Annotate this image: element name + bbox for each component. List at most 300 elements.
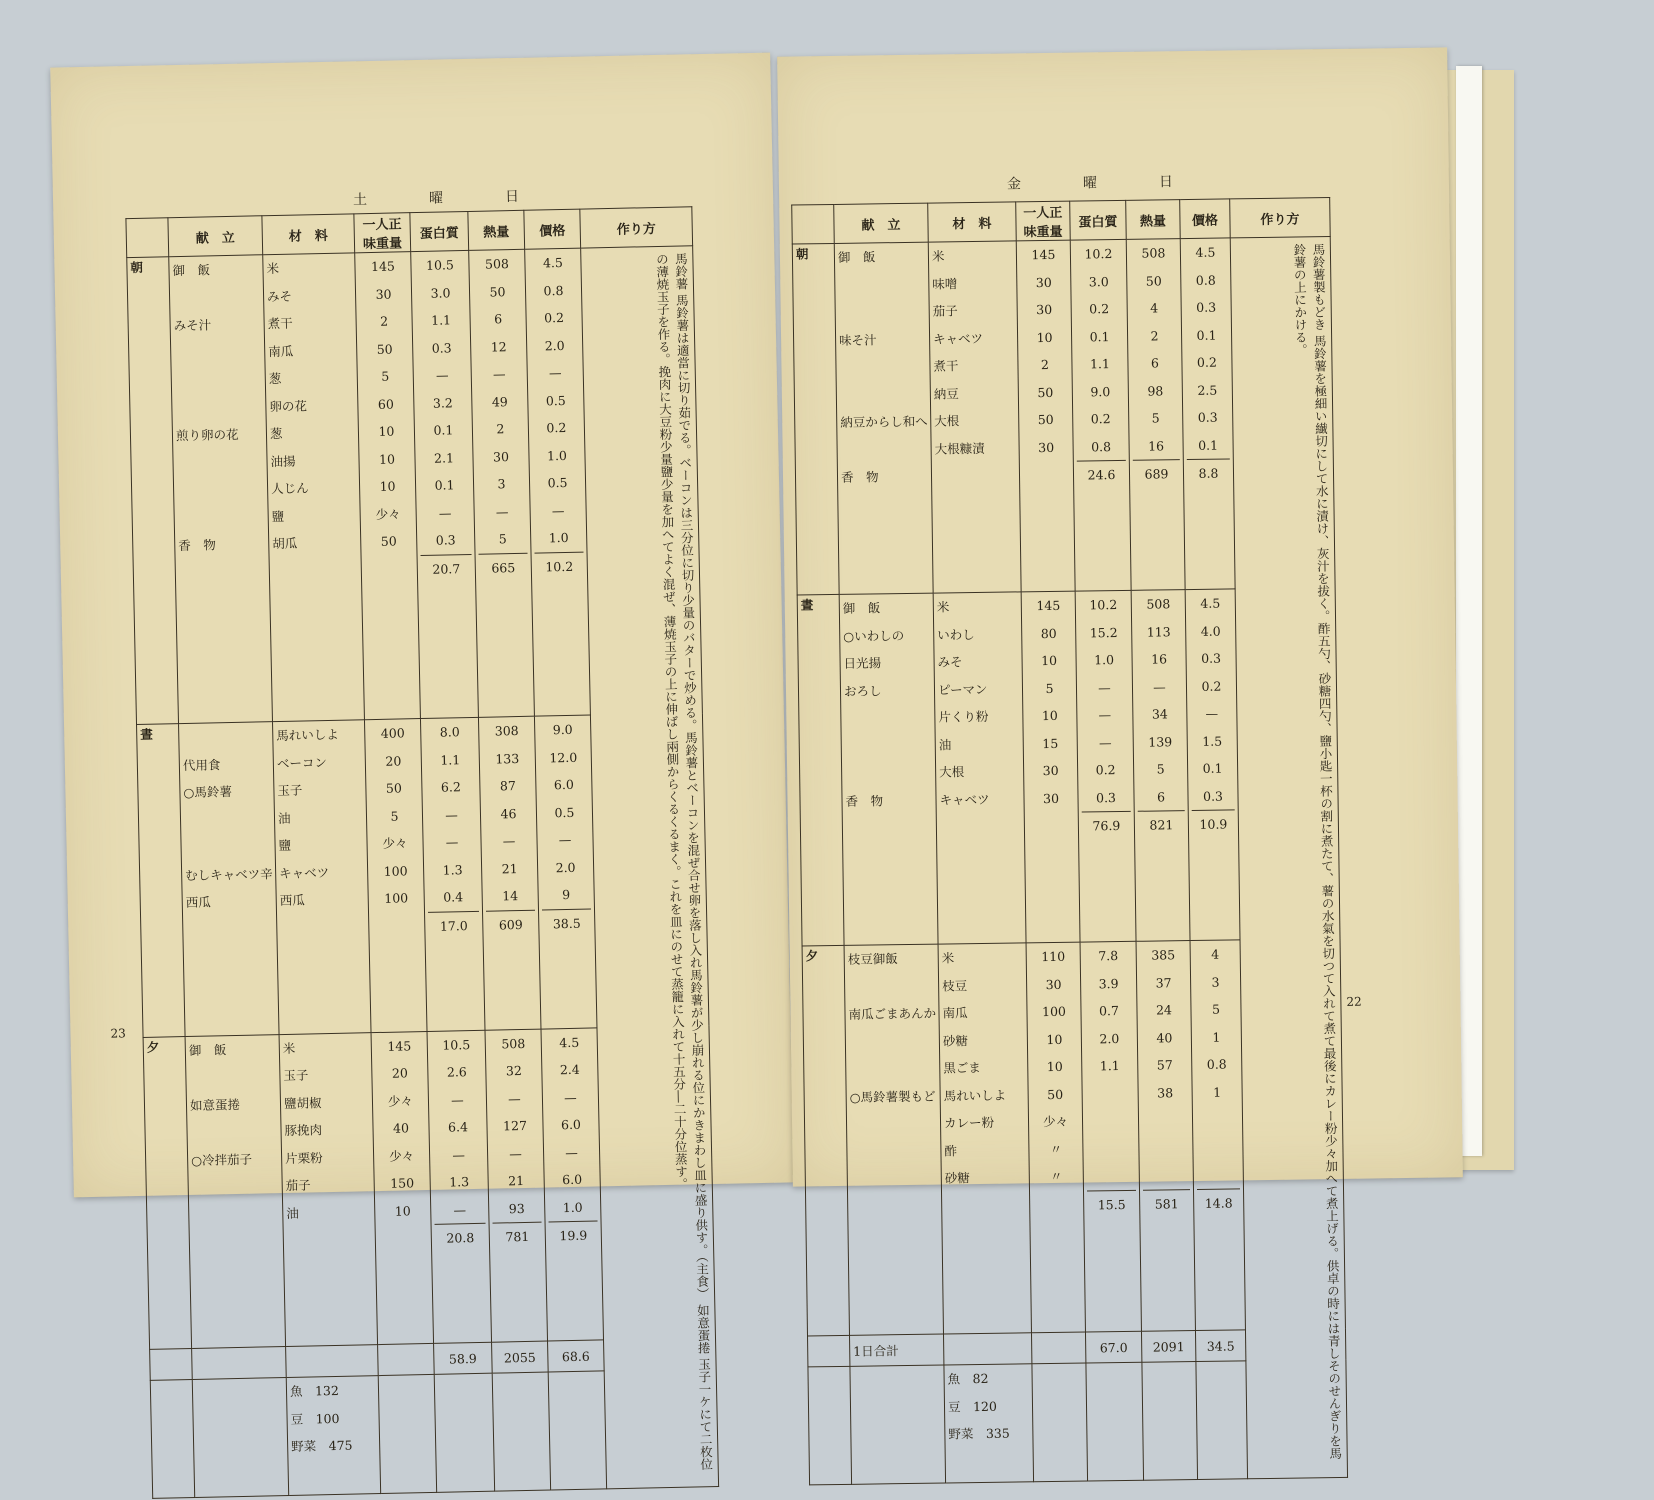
calories-line: 87 bbox=[483, 772, 533, 801]
menu-line: 香 物 bbox=[841, 463, 928, 492]
price-line: 2.5 bbox=[1186, 376, 1229, 404]
menu-line bbox=[839, 353, 926, 382]
calories-line: 139 bbox=[1137, 728, 1184, 756]
cell-price bbox=[1190, 940, 1245, 1331]
protein-line: 15.5 bbox=[1087, 1190, 1136, 1219]
calories-line bbox=[1142, 1107, 1189, 1135]
calories-line: 6 bbox=[1137, 783, 1184, 811]
cell-menu bbox=[844, 945, 943, 1336]
menu-line bbox=[175, 393, 263, 422]
meal-label: 夕 bbox=[143, 1036, 192, 1349]
total-blank bbox=[286, 1345, 379, 1378]
column-header-calories: 熱量 bbox=[468, 210, 525, 250]
weight-line: 30 bbox=[1020, 268, 1067, 296]
price-line: 6.0 bbox=[539, 771, 589, 800]
protein-line: 1.1 bbox=[415, 306, 467, 335]
summary-blank bbox=[192, 1378, 288, 1498]
weight-line: 少々 bbox=[370, 829, 420, 858]
weight-line: 30 bbox=[1030, 971, 1077, 999]
weight-line: 50 bbox=[364, 527, 414, 556]
calories-line: 581 bbox=[1143, 1189, 1190, 1218]
price-line bbox=[1196, 1106, 1239, 1134]
weight-line: 少々 bbox=[1032, 1108, 1079, 1136]
cell-price bbox=[1185, 589, 1240, 941]
protein-line: 17.0 bbox=[428, 911, 480, 941]
ingredients-line: 人じん bbox=[271, 473, 357, 502]
menu-line: 御 飯 bbox=[843, 594, 930, 623]
table-body bbox=[792, 237, 1347, 1485]
ingredients-line: 鹽 bbox=[278, 831, 364, 860]
ingredients-line: 玉子 bbox=[283, 1061, 369, 1090]
day-total-label bbox=[192, 1347, 287, 1380]
price-line: 4.5 bbox=[1189, 590, 1232, 618]
calories-line: 665 bbox=[479, 552, 529, 582]
cell-weight bbox=[1016, 240, 1075, 592]
protein-line: 0.3 bbox=[420, 526, 472, 555]
protein-line: 1.0 bbox=[1079, 646, 1128, 674]
price-line: 10.2 bbox=[534, 551, 584, 581]
ingredients-line: 油 bbox=[286, 1198, 372, 1227]
meal-row bbox=[127, 246, 703, 725]
ingredients-line: 馬れいしよ bbox=[943, 1081, 1024, 1110]
right-page bbox=[777, 47, 1463, 1186]
cell-menu bbox=[185, 1034, 286, 1348]
protein-line bbox=[1086, 1107, 1135, 1135]
calories-line: 133 bbox=[483, 745, 533, 774]
ingredients-line: 玉子 bbox=[277, 776, 363, 805]
ingredients-line: 砂糖 bbox=[943, 1026, 1024, 1055]
cell-price bbox=[541, 1028, 604, 1342]
calories-line: 98 bbox=[1132, 377, 1179, 405]
weight-line: 145 bbox=[375, 1032, 425, 1061]
day-total-protein bbox=[434, 1343, 493, 1375]
weight-line: 5 bbox=[361, 362, 411, 391]
weight-line: 100 bbox=[371, 884, 421, 913]
protein-line: — bbox=[433, 1141, 485, 1170]
weight-line: 10 bbox=[1031, 1026, 1078, 1054]
cell-menu bbox=[169, 255, 273, 724]
weight-line: 30 bbox=[1021, 296, 1068, 324]
menu-line bbox=[845, 731, 932, 760]
price-line: 4.5 bbox=[1184, 238, 1227, 266]
price-line: 1 bbox=[1195, 1023, 1238, 1051]
column-header-ingredients: 材 料 bbox=[262, 214, 355, 255]
price-line: 19.9 bbox=[549, 1221, 599, 1251]
price-line: — bbox=[546, 1083, 596, 1112]
price-line: — bbox=[533, 496, 583, 525]
menu-line bbox=[176, 448, 264, 477]
weight-line: 〃 bbox=[1033, 1163, 1080, 1191]
protein-line: 10.5 bbox=[431, 1031, 483, 1060]
weight-line: 400 bbox=[368, 720, 418, 749]
summary-line bbox=[290, 1404, 376, 1433]
calories-line: 14 bbox=[485, 882, 535, 911]
price-line: 0.1 bbox=[1185, 321, 1228, 349]
ingredients-line: いわし bbox=[937, 620, 1018, 649]
menu-line bbox=[850, 1138, 937, 1167]
price-line: — bbox=[540, 826, 590, 855]
meal-label: 夕 bbox=[802, 946, 849, 1337]
page-number: 23 bbox=[110, 1026, 126, 1040]
price-line: 12.0 bbox=[539, 743, 589, 772]
price-line bbox=[1197, 1161, 1240, 1189]
summary-line: 豆 120 bbox=[948, 1392, 1029, 1421]
calories-line bbox=[1143, 1162, 1190, 1190]
summary-blank bbox=[492, 1372, 550, 1491]
protein-line: — bbox=[419, 498, 471, 527]
calories-line: 308 bbox=[482, 717, 532, 746]
column-header-protein: 蛋白質 bbox=[410, 211, 469, 251]
column-header-price: 價格 bbox=[524, 209, 581, 249]
menu-line: 香 物 bbox=[845, 786, 932, 815]
ingredients-line: 片栗粉 bbox=[285, 1143, 371, 1172]
ingredients-line: 鹽 bbox=[271, 501, 357, 530]
price-line: 4.0 bbox=[1189, 617, 1232, 645]
summary-blank bbox=[434, 1374, 494, 1493]
meal-label: 朝 bbox=[127, 257, 179, 725]
weight-line: 2 bbox=[359, 307, 409, 336]
price-line: 9.0 bbox=[538, 716, 588, 745]
calories-line: 6 bbox=[1131, 349, 1178, 377]
protein-line: 0.3 bbox=[416, 333, 468, 362]
ingredients-line: 酢 bbox=[944, 1136, 1025, 1165]
calories-line: 5 bbox=[1132, 404, 1179, 432]
price-line: 6.0 bbox=[546, 1111, 596, 1140]
menu-line bbox=[850, 1110, 937, 1139]
price-line: 0.3 bbox=[1184, 293, 1227, 321]
price-line: 2.4 bbox=[545, 1056, 595, 1085]
calories-line: 385 bbox=[1140, 942, 1187, 970]
cell-calories bbox=[478, 717, 541, 1031]
protein-line: 1.3 bbox=[433, 1168, 485, 1197]
weight-line: 30 bbox=[359, 280, 409, 309]
protein-line: 76.9 bbox=[1082, 811, 1131, 840]
menu-line: ○冷拌茄子 bbox=[191, 1145, 279, 1174]
price-line: 2.0 bbox=[530, 331, 580, 360]
price-line: 8.8 bbox=[1187, 458, 1230, 487]
cell-protein bbox=[411, 250, 479, 718]
calories-line: 609 bbox=[486, 910, 536, 940]
menu-line bbox=[839, 298, 926, 327]
cell-protein bbox=[1080, 942, 1141, 1333]
cell-protein bbox=[427, 1030, 492, 1344]
price-line: 0.2 bbox=[1190, 672, 1233, 700]
weight-line: 15 bbox=[1027, 729, 1074, 757]
price-line: 0.1 bbox=[1186, 431, 1229, 459]
ingredients-line: ベーコン bbox=[277, 748, 363, 777]
calories-line bbox=[1142, 1134, 1189, 1162]
cell-ingredients bbox=[933, 592, 1026, 944]
protein-line: 0.4 bbox=[427, 883, 479, 912]
calories-line: 3 bbox=[477, 470, 527, 499]
price-line: 4.5 bbox=[544, 1028, 594, 1057]
calories-line: 821 bbox=[1138, 810, 1185, 839]
menu-line bbox=[845, 759, 932, 788]
ingredients-line: みそ bbox=[267, 281, 353, 310]
menu-table bbox=[125, 206, 719, 1499]
method-notes: 馬鈴薯 馬鈴薯は適當に切り茹でる。ベーコンは三分位に切り少量のバターで炒める。馬鈴薯とベーコンを混ぜ合せ卵を落し入れ馬鈴薯が少し崩れる位にかきまわし皿に盛り供す。（主食） 如意蛋捲 玉子一ケにて二枚位の薄焼玉子を作る。挽肉に大豆粉少量鹽少量を加へてよく混ぜ、薄焼玉子の上に伸ばし兩側からくるくるまく。これを皿にのせて蒸籠に入れて十五分―二十分位蒸す。 bbox=[581, 246, 719, 1489]
weight-line: 少々 bbox=[376, 1087, 426, 1116]
cell-ingredients bbox=[272, 720, 371, 1034]
weight-line: 少々 bbox=[363, 500, 413, 529]
day-total-protein: 67.0 bbox=[1085, 1332, 1141, 1364]
protein-line: 6.2 bbox=[425, 773, 477, 802]
weight-line: 145 bbox=[358, 252, 408, 281]
protein-line: 7.8 bbox=[1084, 942, 1133, 970]
protein-line: 24.6 bbox=[1077, 460, 1126, 489]
menu-line bbox=[177, 475, 265, 504]
summary-blank bbox=[1086, 1363, 1144, 1481]
cell-calories bbox=[485, 1029, 548, 1343]
price-line: 0.8 bbox=[1184, 266, 1227, 294]
weight-line: 50 bbox=[1022, 378, 1069, 406]
price-line: 0.3 bbox=[1186, 403, 1229, 431]
menu-line: 味そ汁 bbox=[839, 325, 926, 354]
calories-line: — bbox=[491, 1140, 541, 1169]
ingredients-line: みそ bbox=[937, 648, 1018, 677]
calories-line: 34 bbox=[1136, 700, 1183, 728]
cell-ingredients bbox=[263, 253, 365, 722]
cell-protein bbox=[1070, 239, 1131, 591]
ingredients-line: 砂糖 bbox=[945, 1164, 1026, 1193]
cell-weight bbox=[1026, 943, 1085, 1334]
protein-line: 6.4 bbox=[432, 1113, 484, 1142]
calories-line: 50 bbox=[1130, 267, 1177, 295]
menu-line bbox=[189, 1063, 277, 1092]
ingredients-line: 西瓜 bbox=[279, 886, 365, 915]
cell-calories bbox=[1126, 239, 1185, 591]
ingredients-line: キャベツ bbox=[279, 858, 365, 887]
summary-cell bbox=[944, 1364, 1034, 1483]
protein-line: 3.2 bbox=[417, 388, 469, 417]
price-line: 0.5 bbox=[540, 798, 590, 827]
price-line: 0.1 bbox=[1191, 755, 1234, 783]
weight-line: 10 bbox=[363, 472, 413, 501]
calories-line: — bbox=[490, 1085, 540, 1114]
menu-table bbox=[791, 197, 1348, 1485]
menu-line: 如意蛋捲 bbox=[190, 1090, 278, 1119]
cell-ingredients bbox=[938, 943, 1031, 1334]
menu-line bbox=[191, 1173, 279, 1202]
calories-line: — bbox=[1136, 673, 1183, 701]
calories-line: 2 bbox=[476, 415, 526, 444]
ingredients-line: 味噌 bbox=[932, 269, 1013, 298]
calories-line: 5 bbox=[1137, 755, 1184, 783]
protein-line: 1.3 bbox=[427, 856, 479, 885]
calories-line: 508 bbox=[1135, 590, 1182, 618]
price-line: 1 bbox=[1195, 1078, 1238, 1106]
protein-line: 3.9 bbox=[1084, 970, 1133, 998]
ingredients-line: 南瓜 bbox=[268, 336, 354, 365]
price-line: 4 bbox=[1194, 941, 1237, 969]
page-title: 金 曜 日 bbox=[1007, 171, 1197, 194]
weight-line: 80 bbox=[1025, 619, 1072, 647]
menu-line bbox=[173, 283, 261, 312]
ingredients-line: 卵の花 bbox=[269, 391, 355, 420]
weight-line: 10 bbox=[1025, 647, 1072, 675]
weight-line: 5 bbox=[370, 802, 420, 831]
price-line: 0.5 bbox=[533, 469, 583, 498]
column-header-weight: 一人正味重量 bbox=[354, 213, 411, 253]
protein-line: 10.2 bbox=[1074, 240, 1123, 268]
ingredients-line: 豚挽肉 bbox=[284, 1116, 370, 1145]
ingredients-line: 茄子 bbox=[285, 1171, 371, 1200]
price-line: — bbox=[547, 1138, 597, 1167]
menu-line: 西瓜 bbox=[185, 888, 273, 917]
weight-line: 30 bbox=[1022, 433, 1069, 461]
ingredients-line: 茄子 bbox=[933, 296, 1014, 325]
weight-line: 〃 bbox=[1032, 1136, 1079, 1164]
menu-line: 御 飯 bbox=[838, 243, 925, 272]
summary-blank bbox=[150, 1380, 194, 1498]
summary-line: 魚 82 bbox=[947, 1365, 1028, 1394]
column-header-price: 價格 bbox=[1180, 199, 1231, 239]
weight-line: 10 bbox=[1031, 1053, 1078, 1081]
column-header-menu: 献 立 bbox=[834, 203, 929, 243]
menu-line: ○馬鈴薯製もどき bbox=[849, 1083, 936, 1112]
calories-line: 93 bbox=[492, 1195, 542, 1224]
protein-line: 0.3 bbox=[1081, 784, 1130, 812]
ingredients-line: 油揚 bbox=[270, 446, 356, 475]
menu-line: ○いわしの bbox=[843, 621, 930, 650]
weight-line: 20 bbox=[369, 747, 419, 776]
day-total-calories bbox=[492, 1341, 549, 1373]
menu-line bbox=[192, 1200, 280, 1229]
ingredients-line: 米 bbox=[283, 1033, 369, 1062]
column-header-weight: 一人正味重量 bbox=[1016, 201, 1071, 241]
calories-line: 49 bbox=[475, 387, 525, 416]
ingredients-line: キャベツ bbox=[939, 785, 1020, 814]
summary-line bbox=[948, 1420, 1029, 1449]
menu-line: むしキャベツ辛子醬油和へ bbox=[185, 860, 273, 889]
meal-row bbox=[792, 237, 1335, 596]
calories-line: 32 bbox=[489, 1057, 539, 1086]
weight-line: 30 bbox=[1027, 757, 1074, 785]
column-header-method: 作り方 bbox=[1230, 198, 1331, 238]
ingredients-line: 米 bbox=[942, 944, 1023, 973]
ingredients-line: 胡瓜 bbox=[272, 528, 358, 557]
total-blank bbox=[378, 1344, 435, 1376]
protein-line: 2.1 bbox=[418, 443, 470, 472]
price-line: 3 bbox=[1194, 968, 1237, 996]
protein-line: — bbox=[1080, 674, 1129, 702]
price-line: 0.3 bbox=[1191, 782, 1234, 810]
meal-label: 朝 bbox=[792, 243, 839, 595]
menu-line: 煎り卵の花 bbox=[176, 420, 264, 449]
price-line: 0.2 bbox=[1185, 348, 1228, 376]
protein-line: 20.7 bbox=[421, 553, 473, 583]
weight-line: 5 bbox=[1026, 674, 1073, 702]
menu-line: 代用食 bbox=[183, 750, 271, 779]
weight-line: 40 bbox=[376, 1114, 426, 1143]
weight-line: 10 bbox=[362, 417, 412, 446]
cell-menu bbox=[179, 722, 280, 1036]
protein-line: — bbox=[1081, 729, 1130, 757]
menu-line: 納豆からし和へ bbox=[840, 408, 927, 437]
calories-line: — bbox=[477, 497, 527, 526]
menu-line bbox=[174, 338, 262, 367]
day-total-price: 34.5 bbox=[1195, 1330, 1245, 1362]
menu-line: ○馬鈴薯 bbox=[183, 778, 271, 807]
weight-line: 150 bbox=[377, 1169, 427, 1198]
weight-line: 100 bbox=[1030, 998, 1077, 1026]
meal-header bbox=[126, 218, 169, 258]
calories-line: — bbox=[484, 827, 534, 856]
protein-line: 3.0 bbox=[415, 279, 467, 308]
menu-line bbox=[184, 805, 272, 834]
price-line: 38.5 bbox=[542, 908, 592, 938]
menu-line: みそ汁 bbox=[173, 310, 261, 339]
ingredients-line: 米 bbox=[266, 253, 352, 282]
summary-blank bbox=[1032, 1363, 1088, 1481]
calories-line: 16 bbox=[1132, 432, 1179, 460]
summary-line bbox=[290, 1377, 376, 1406]
cell-calories bbox=[1136, 941, 1195, 1332]
protein-line: 2.0 bbox=[1085, 1025, 1134, 1053]
cell-price bbox=[534, 715, 597, 1029]
menu-line bbox=[849, 1028, 936, 1057]
weight-line: 50 bbox=[1031, 1081, 1078, 1109]
protein-line: 1.1 bbox=[425, 746, 477, 775]
menu-line bbox=[840, 380, 927, 409]
column-header-method: 作り方 bbox=[580, 207, 693, 248]
table-body bbox=[127, 246, 719, 1499]
total-blank bbox=[150, 1349, 193, 1381]
ingredients-line: 鹽胡椒 bbox=[284, 1088, 370, 1117]
calories-line: 50 bbox=[473, 277, 523, 306]
menu-line bbox=[177, 503, 265, 532]
weight-line: 145 bbox=[1025, 592, 1072, 620]
weight-line: 100 bbox=[371, 857, 421, 886]
weight-line: 30 bbox=[1027, 784, 1074, 812]
weight-line: 110 bbox=[1030, 943, 1077, 971]
price-line: 0.8 bbox=[529, 276, 579, 305]
weight-line: 60 bbox=[361, 390, 411, 419]
price-line: — bbox=[530, 359, 580, 388]
weight-line: 少々 bbox=[377, 1142, 427, 1171]
weight-line: 50 bbox=[369, 774, 419, 803]
cell-price bbox=[1180, 238, 1235, 590]
calories-line: 508 bbox=[1130, 239, 1177, 267]
weight-line: 145 bbox=[1020, 241, 1067, 269]
cell-calories bbox=[1131, 590, 1190, 942]
ingredients-line: 葱 bbox=[269, 363, 355, 392]
price-line: 6.0 bbox=[547, 1166, 597, 1195]
protein-line: — bbox=[426, 801, 478, 830]
protein-line: 0.1 bbox=[1075, 322, 1124, 350]
summary-blank bbox=[808, 1367, 852, 1485]
protein-line bbox=[1086, 1135, 1135, 1163]
calories-line: 57 bbox=[1141, 1052, 1188, 1080]
protein-line: 0.2 bbox=[1081, 756, 1130, 784]
cell-protein bbox=[420, 718, 485, 1032]
protein-line: 9.0 bbox=[1076, 377, 1125, 405]
weight-line: 50 bbox=[1022, 406, 1069, 434]
ingredients-line: 大根 bbox=[934, 406, 1015, 435]
summary-line bbox=[291, 1432, 377, 1461]
ingredients-line: 枝豆 bbox=[942, 971, 1023, 1000]
menu-line bbox=[190, 1118, 278, 1147]
protein-line: 0.2 bbox=[1076, 405, 1125, 433]
column-header-menu: 献 立 bbox=[168, 216, 263, 257]
calories-line: 12 bbox=[474, 332, 524, 361]
protein-line: 2.6 bbox=[431, 1058, 483, 1087]
menu-line bbox=[175, 365, 263, 394]
summary-blank bbox=[1196, 1361, 1248, 1479]
summary-blank bbox=[850, 1365, 946, 1484]
price-line: 0.5 bbox=[531, 386, 581, 415]
day-total-price bbox=[548, 1340, 605, 1372]
